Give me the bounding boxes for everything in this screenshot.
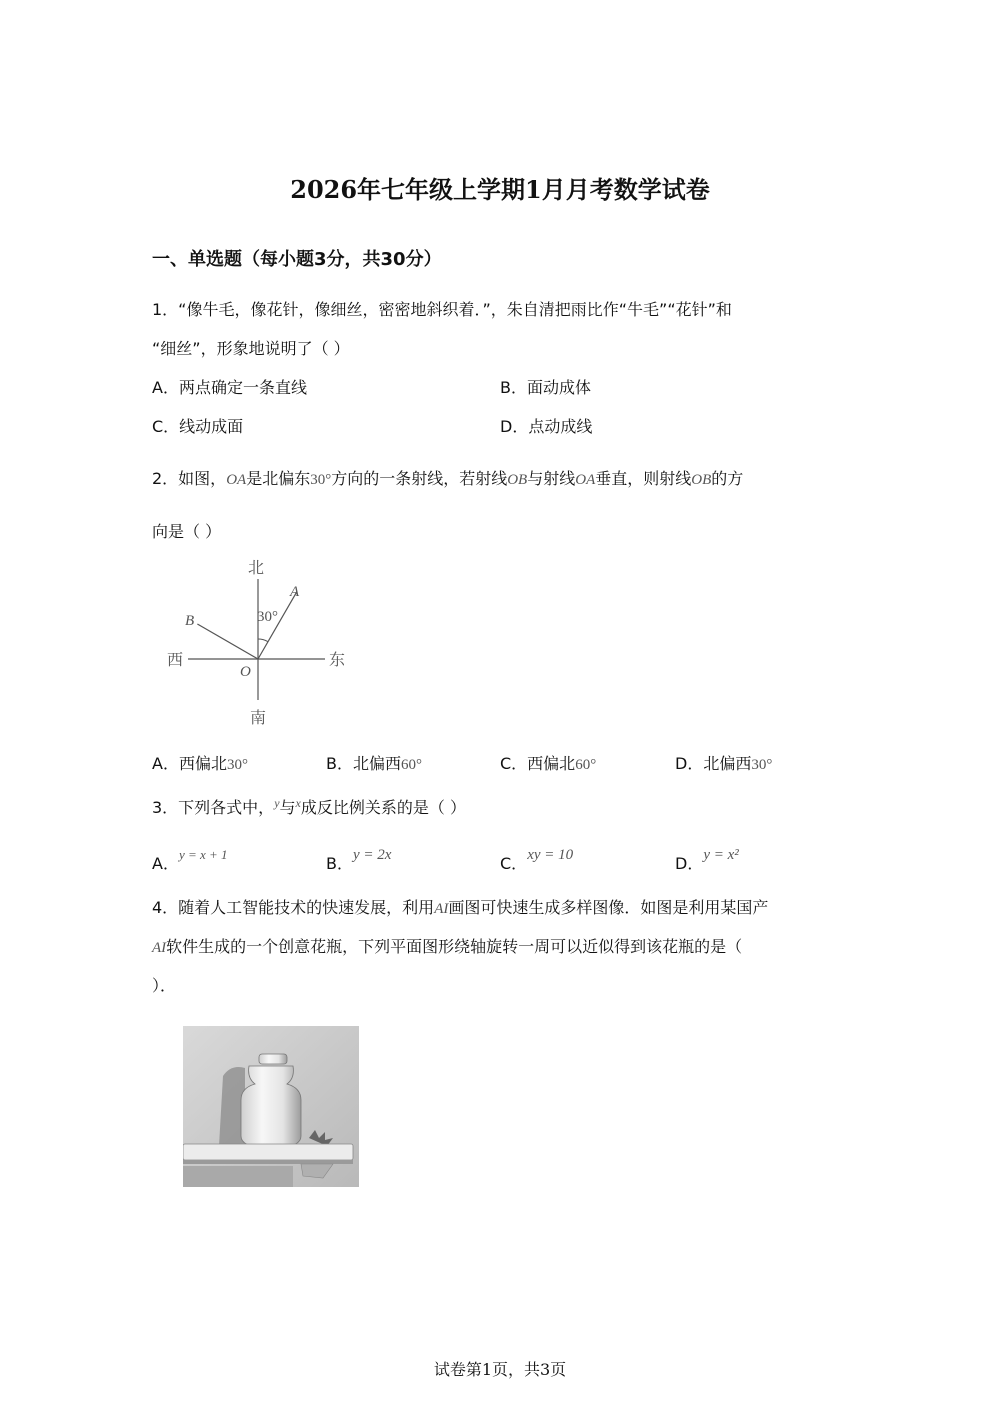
question-2-option-a: A．西偏北30° <box>152 754 248 773</box>
question-2-option-b: B．北偏西60° <box>326 754 422 773</box>
section-heading: 一、单选题（每小题3分，共30分） <box>152 249 442 270</box>
label-angle: 30° <box>257 609 278 625</box>
question-4-line2: AI软件生成的一个创意花瓶，下列平面图形绕轴旋转一周可以近似得到该花瓶的是（ <box>152 937 743 956</box>
question-1-line1: 1．“像牛毛，像花针，像细丝，密密地斜织着．”，朱自清把雨比作“牛毛”“花针”和 <box>152 300 732 319</box>
label-west: 西 <box>167 650 184 669</box>
angle-arc <box>258 639 268 642</box>
question-3-stem: 3．下列各式中，$^y$与$^x$成反比例关系的是（ ） <box>152 796 466 817</box>
label-north: 北 <box>248 558 265 577</box>
question-3-option-b: B．y = 2x <box>326 847 392 873</box>
label-b: B <box>185 613 195 629</box>
label-o: O <box>240 664 251 680</box>
question-1-option-a: A．两点确定一条直线 <box>152 378 307 397</box>
vase-image <box>183 1026 359 1187</box>
label-south: 南 <box>250 708 267 727</box>
question-1-option-d: D．点动成线 <box>500 417 593 436</box>
label-east: 东 <box>329 650 346 669</box>
question-4-line3: ）． <box>152 976 177 995</box>
compass-diagram <box>160 555 360 730</box>
page-title: 2026年七年级上学期1月月考数学试卷 <box>290 175 710 204</box>
ray-oa <box>258 591 297 659</box>
ray-ob <box>197 624 258 659</box>
question-3-option-c: C．xy = 10 <box>500 847 574 873</box>
question-2-option-d: D．北偏西30° <box>675 754 773 773</box>
question-2-option-c: C．西偏北60° <box>500 754 597 773</box>
page-footer: 试卷第1页，共3页 <box>433 1360 567 1379</box>
label-a: A <box>290 584 300 600</box>
question-4-line1: 4．随着人工智能技术的快速发展，利用AI画图可快速生成多样图像．如图是利用某国产 <box>152 898 769 917</box>
question-1-option-b: B．面动成体 <box>500 378 591 397</box>
question-2-line1: 2．如图，OA是北偏东30°方向的一条射线，若射线OB与射线OA垂直，则射线OB的方 <box>152 469 744 488</box>
question-2-line2: 向是（ ） <box>152 522 222 541</box>
question-3-option-d: D．y = x² <box>675 847 739 873</box>
question-1-option-c: C．线动成面 <box>152 417 244 436</box>
question-3-option-a: A．$^{y = x + 1}$ <box>152 847 228 873</box>
question-1-line2: “细丝”，形象地说明了（ ） <box>152 339 350 358</box>
